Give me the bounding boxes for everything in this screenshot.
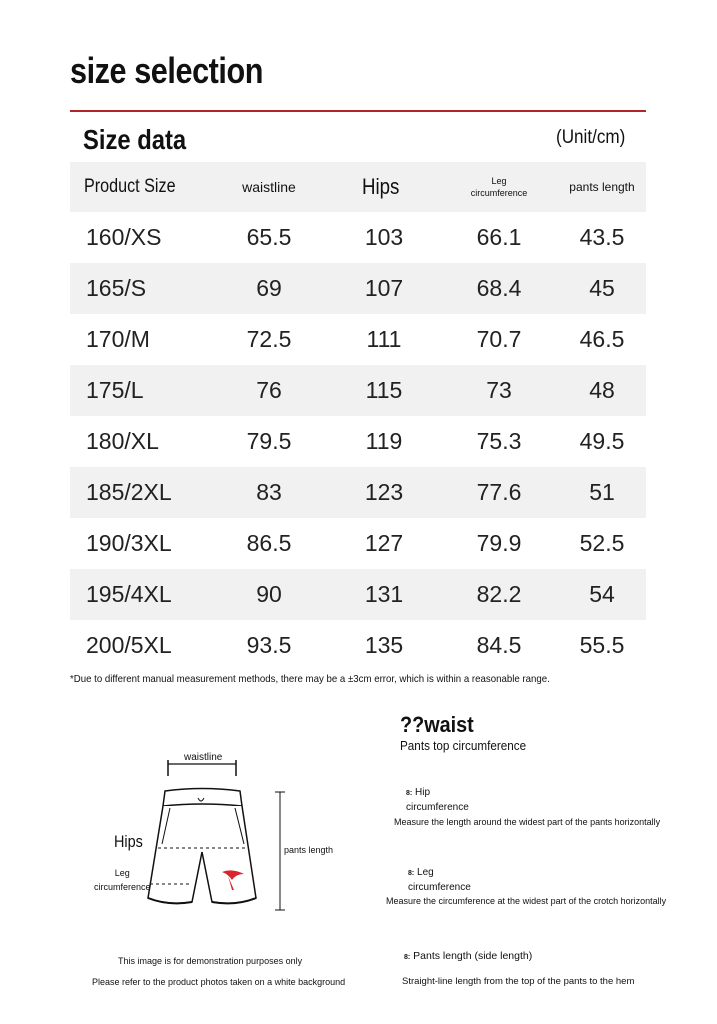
hips-cell: 123: [364, 479, 404, 505]
table-row: [70, 620, 646, 671]
table-row: [70, 365, 646, 416]
pants-length-cell: 51: [589, 479, 615, 505]
waistline-cell: 72.5: [246, 326, 292, 352]
page-title: size selection: [70, 50, 264, 91]
hips-cell: 131: [364, 581, 404, 607]
diagram-leg-label: Leg circumference: [94, 868, 151, 892]
table-header-row: [70, 162, 646, 212]
waistline-cell: 86.5: [246, 530, 292, 556]
waist-title: ??waist: [400, 712, 474, 737]
waistline-cell: 65.5: [246, 224, 292, 250]
hips-cell: 107: [364, 275, 404, 301]
waistline-cell: 79.5: [246, 428, 292, 454]
title-divider: [70, 110, 646, 112]
leg-cell: 66.1: [476, 224, 522, 250]
leg-cell: 73: [486, 377, 512, 403]
leg-label: 8: Leg circumference: [408, 867, 471, 893]
waistline-cell: 83: [256, 479, 282, 505]
pants-length-cell: 46.5: [579, 326, 625, 352]
waist-mark: ??: [400, 712, 425, 737]
table-row: [70, 314, 646, 365]
table-row: [70, 467, 646, 518]
size-cell: 175/L: [86, 377, 144, 403]
hip-description: Measure the length around the widest part of the pants horizontally: [394, 817, 661, 827]
table-row: [70, 416, 646, 467]
leg-cell: 82.2: [476, 581, 522, 607]
leg-cell: 70.7: [476, 326, 522, 352]
pants-length-cell: 48: [589, 377, 615, 403]
table-row: [70, 518, 646, 569]
size-cell: 165/S: [86, 275, 147, 301]
size-table: [70, 162, 646, 671]
pants-length-description: Straight-line length from the top of the pants to the hem: [402, 976, 635, 987]
table-row: [70, 212, 646, 263]
header-product-size: Product Size: [84, 176, 176, 197]
table-row: [70, 569, 646, 620]
measurement-note: *Due to different manual measurement methods, there may be a ±3cm error, which is within a reasonable range.: [70, 673, 550, 685]
size-cell: 200/5XL: [86, 632, 172, 658]
leg-cell: 77.6: [476, 479, 522, 505]
pants-length-cell: 45: [589, 275, 615, 301]
disclaimer-photos: Please refer to the product photos taken on a white background: [92, 977, 346, 987]
hips-cell: 103: [364, 224, 404, 250]
diagram-pants-length-label: pants length: [284, 845, 334, 855]
header-hips: Hips: [361, 174, 400, 199]
leg-cell: 79.9: [476, 530, 522, 556]
leg-cell: 68.4: [476, 275, 522, 301]
waistline-cell: 93.5: [246, 632, 292, 658]
diagram-waistline-label: waistline: [184, 752, 223, 763]
header-pants-length: pants length: [569, 180, 635, 194]
pants-length-label: 8: Pants length (side length): [404, 950, 533, 962]
size-cell: 195/4XL: [86, 581, 172, 607]
size-cell: 180/XL: [86, 428, 159, 454]
header-waistline: waistline: [242, 179, 296, 195]
waistline-cell: 90: [256, 581, 282, 607]
section-title: Size data: [83, 124, 187, 155]
header-leg-circumference: Leg circumference: [470, 176, 528, 198]
pants-length-cell: 49.5: [579, 428, 625, 454]
size-cell: 160/XS: [86, 224, 162, 250]
hips-cell: 111: [366, 326, 402, 352]
hip-label: 8: Hip circumference: [406, 787, 469, 813]
leg-description: Measure the circumference at the widest part of the crotch horizontally: [386, 896, 667, 906]
waist-subtitle: Pants top circumference: [400, 738, 527, 753]
waistline-cell: 69: [256, 275, 282, 301]
disclaimer-demo: This image is for demonstration purposes only: [118, 956, 303, 966]
unit-label: (Unit/cm): [556, 127, 626, 148]
waistline-cell: 76: [256, 377, 282, 403]
table-row: [70, 263, 646, 314]
hips-cell: 115: [365, 377, 403, 403]
pants-length-cell: 52.5: [579, 530, 625, 556]
pants-length-cell: 55.5: [579, 632, 625, 658]
size-cell: 190/3XL: [86, 530, 172, 556]
leg-cell: 84.5: [476, 632, 522, 658]
hips-cell: 127: [364, 530, 404, 556]
size-cell: 170/M: [86, 326, 150, 352]
diagram-hips-label: Hips: [114, 832, 143, 851]
size-cell: 185/2XL: [86, 479, 172, 505]
leg-cell: 75.3: [476, 428, 522, 454]
pants-length-cell: 54: [589, 581, 615, 607]
hips-cell: 119: [365, 428, 403, 454]
pants-length-cell: 43.5: [579, 224, 625, 250]
hips-cell: 135: [364, 632, 404, 658]
